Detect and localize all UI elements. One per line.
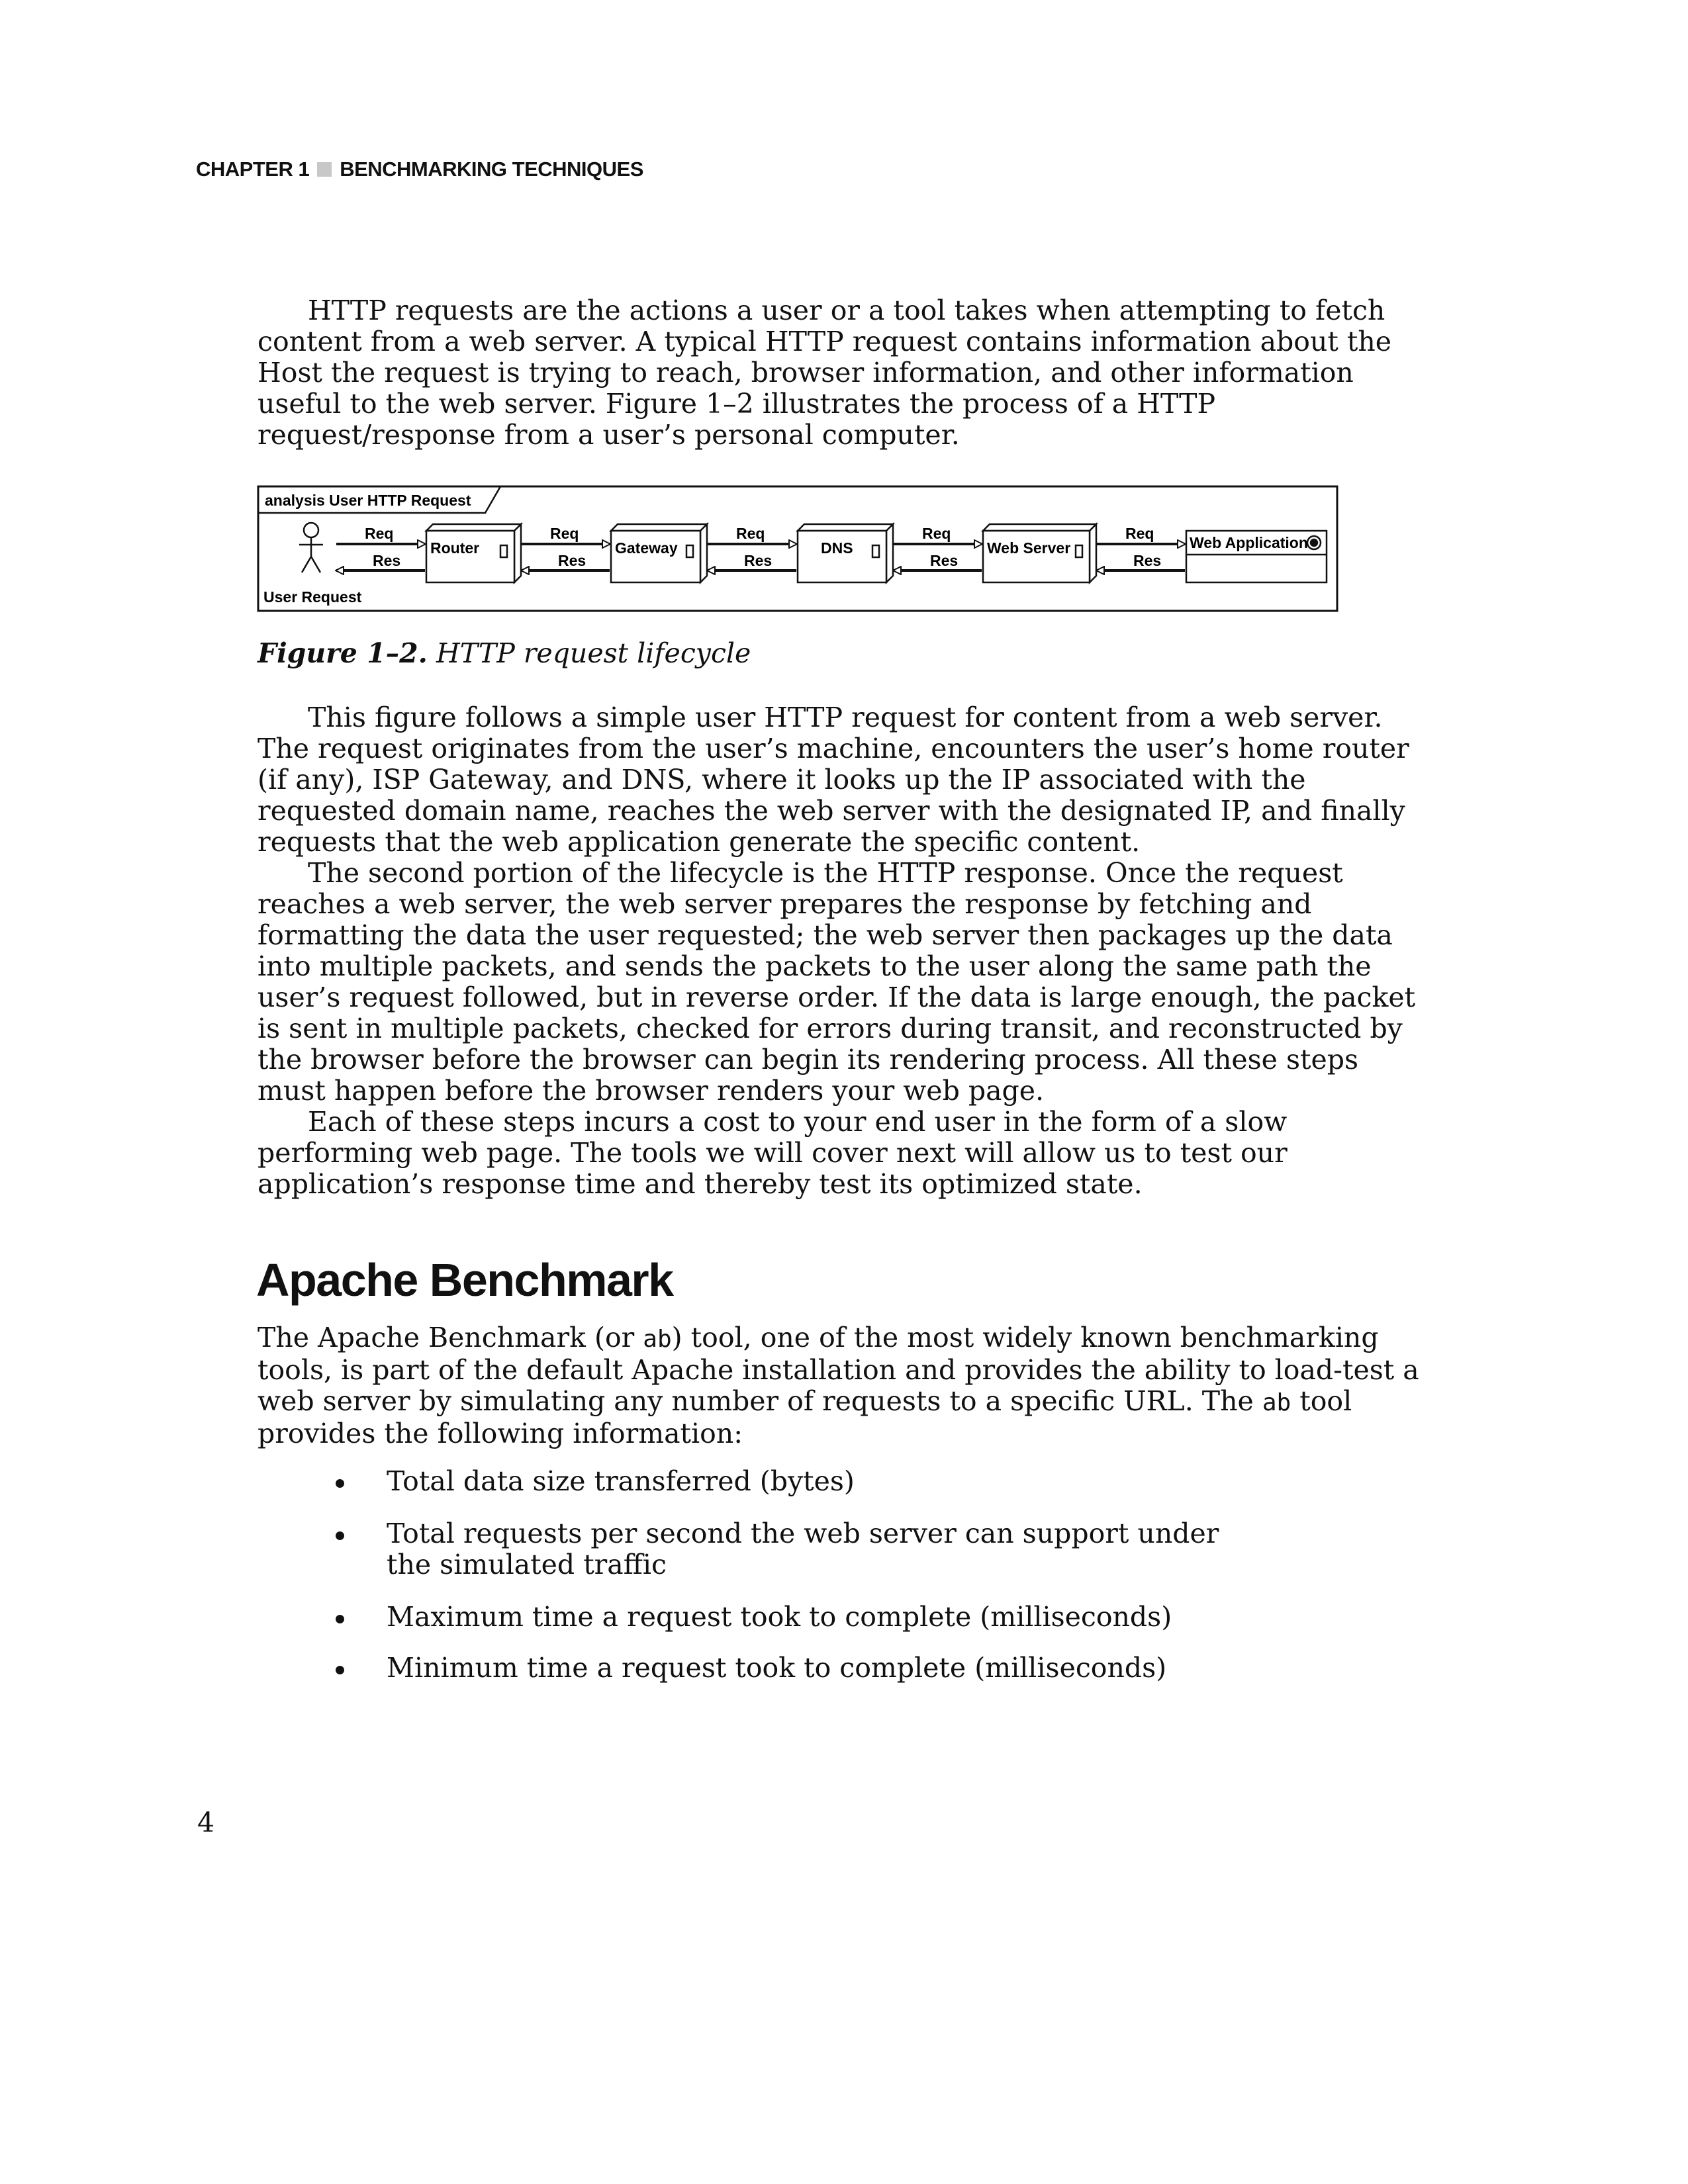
node-label-router: Router bbox=[430, 539, 480, 557]
body-paragraph-3: Each of these steps incurs a cost to your end user in the form of a slow performing web page. The tools we will cover next will allow us to test our application’s response time and thereby test its optimized state. bbox=[258, 1106, 1288, 1200]
node-label-dns: DNS bbox=[821, 539, 853, 557]
list-item bbox=[258, 1602, 1423, 1633]
ab-text-3: tool provides the following information: bbox=[258, 1385, 1352, 1449]
req-label-1: Req bbox=[365, 525, 394, 542]
list-item bbox=[258, 1466, 1423, 1497]
caption-text: HTTP request lifecycle bbox=[436, 637, 751, 669]
section-label: BENCHMARKING TECHNIQUES bbox=[340, 158, 643, 181]
header-separator-square bbox=[317, 162, 332, 177]
list-item-text: Total data size transferred (bytes) bbox=[387, 1465, 855, 1497]
figure-caption bbox=[258, 638, 751, 669]
res-label-4: Res bbox=[930, 552, 959, 569]
page-number: 4 bbox=[197, 1807, 215, 1839]
req-label-2: Req bbox=[550, 525, 579, 542]
req-label-4: Req bbox=[922, 525, 951, 542]
ab-code-2: ab bbox=[1262, 1389, 1291, 1416]
list-item bbox=[258, 1518, 1423, 1580]
ab-text-1: The Apache Benchmark (or bbox=[258, 1322, 643, 1353]
res-label-1: Res bbox=[373, 552, 401, 569]
res-label-2: Res bbox=[558, 552, 586, 569]
ab-text-2: ) tool, one of the most widely known benchmarking tools, is part of the default Apache installation and provides the ability to load-test a web server by simulating any number of requests to a specific URL. The bbox=[258, 1322, 1419, 1417]
list-item bbox=[258, 1653, 1423, 1684]
ab-paragraph bbox=[258, 1322, 1423, 1449]
actor-label: User Request bbox=[263, 588, 362, 606]
running-header bbox=[196, 158, 643, 181]
ab-code-1: ab bbox=[643, 1326, 672, 1353]
req-label-3: Req bbox=[736, 525, 765, 542]
node-label-web-server: Web Server bbox=[987, 539, 1071, 557]
body-paragraph-1: This figure follows a simple user HTTP request for content from a web server. The request originates from the user’s machine, encounters the user’s home router (if any), ISP Gateway, and DNS, where it looks up the IP associated with the requested domain name, reaches the web server with the designated IP, and finally requests that the web application generate the specific content. bbox=[258, 702, 1409, 858]
http-lifecycle-diagram bbox=[257, 485, 1339, 614]
list-item-text: Minimum time a request took to complete (milliseconds) bbox=[387, 1652, 1167, 1684]
bullet-icon bbox=[336, 1666, 344, 1674]
res-label-5: Res bbox=[1133, 552, 1162, 569]
frame-title: analysis User HTTP Request bbox=[265, 492, 471, 509]
req-label-5: Req bbox=[1125, 525, 1154, 542]
bullet-icon bbox=[336, 1615, 344, 1623]
body-paragraph-2: The second portion of the lifecycle is the HTTP response. Once the request reaches a web server, the web server prepares the response by fetching and formatting the data the user requested; the web server then packages up the data into multiple packets, and sends the packets to the user along the same path the user’s request followed, but in reverse order. If the data is large enough, the packet is sent in multiple packets, checked for errors during transit, and reconstructed by the browser before the browser can begin its rendering process. All these steps must happen before the browser renders your web page. bbox=[258, 857, 1416, 1107]
list-item-text: Maximum time a request took to complete (milliseconds) bbox=[387, 1601, 1172, 1633]
section-heading: Apache Benchmark bbox=[256, 1254, 673, 1306]
ab-info-list bbox=[258, 1466, 1423, 1684]
node-label-gateway: Gateway bbox=[615, 539, 678, 557]
bullet-icon bbox=[336, 1531, 344, 1540]
caption-number: Figure 1–2. bbox=[258, 637, 428, 669]
list-item-text: Total requests per second the web server can support under the simulated traffic bbox=[387, 1518, 1219, 1580]
bullet-icon bbox=[336, 1479, 344, 1488]
res-label-3: Res bbox=[744, 552, 773, 569]
intro-paragraph: HTTP requests are the actions a user or a tool takes when attempting to fetch content from a web server. A typical HTTP request contains information about the Host the request is trying to reach, browser information, and other information useful to the web server. Figure 1–2 illustrates the process of a HTTP request/response from a user’s personal computer. bbox=[258, 295, 1392, 451]
node-label-web-application: Web Application bbox=[1190, 534, 1308, 551]
chapter-label: CHAPTER 1 bbox=[196, 158, 310, 181]
